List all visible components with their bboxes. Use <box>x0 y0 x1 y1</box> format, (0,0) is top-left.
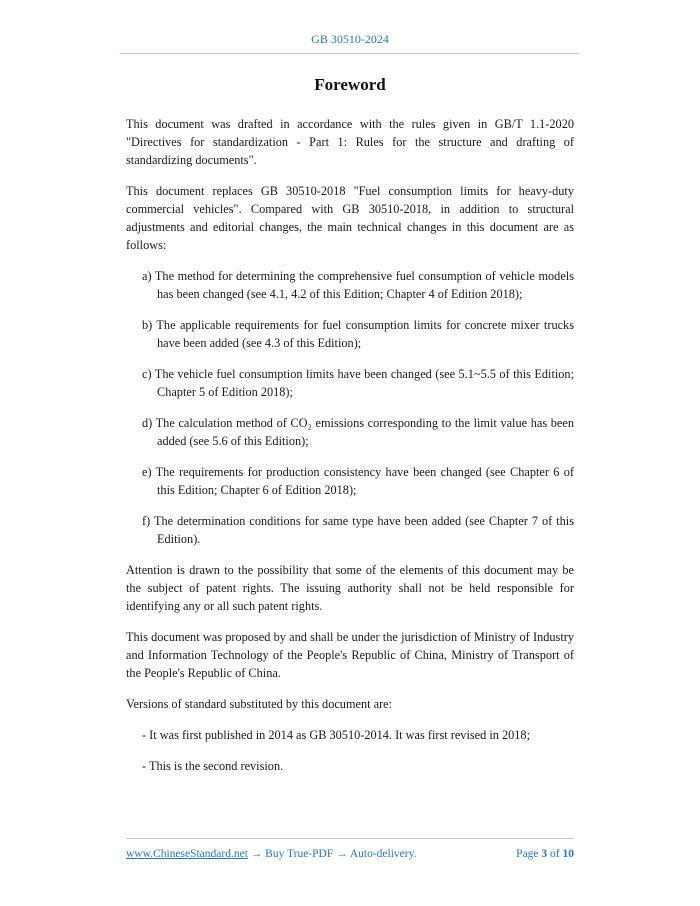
drafting-rules-paragraph: This document was drafted in accordance with the rules given in GB/T 1.1-2020 "Directives for standardization - Part 1: Rules for the structure and drafting of standardizing documents". <box>126 117 574 167</box>
page-total: 10 <box>562 848 574 860</box>
change-item: a) The method for determining the comprehensive fuel consumption of vehicle models has been changed (see 4.1, 4.2 of this Edition; Chapter 4 of Edition 2018); <box>142 269 574 301</box>
page-of: of <box>550 848 560 860</box>
version-item: - This is the second revision. <box>142 759 284 773</box>
footer-divider <box>126 838 574 839</box>
versions-intro-paragraph: Versions of standard substituted by this document are: <box>126 697 393 711</box>
footer-promo <box>126 848 416 860</box>
change-item: c) The vehicle fuel consumption limits have been changed (see 5.1~5.5 of this Edition; Chapter 5 of Edition 2018); <box>142 367 574 399</box>
page-title: Foreword <box>314 75 386 94</box>
page-label: Page <box>516 848 539 860</box>
change-item: e) The requirements for production consistency have been changed (see Chapter 6 of this Edition; Chapter 6 of Edition 2018); <box>142 465 574 497</box>
patent-notice-paragraph: Attention is drawn to the possibility that some of the elements of this document may be the subject of patent rights. The issuing authority shall not be held responsible for identifying any or all such patent rights. <box>126 563 574 613</box>
versions-list <box>126 726 574 775</box>
change-item: b) The applicable requirements for fuel consumption limits for concrete mixer trucks have been added (see 4.3 of this Edition); <box>142 318 574 350</box>
replacement-paragraph: This document replaces GB 30510-2018 "Fuel consumption limits for heavy-duty commercial vehicles". Compared with GB 30510-2018, in addition to structural adjustments and editorial changes, the main technical changes in this document are as follows: <box>126 184 574 252</box>
page-number <box>516 848 574 860</box>
version-item: - It was first published in 2014 as GB 30510-2014. It was first revised in 2018; <box>142 728 530 742</box>
page-header: GB 30510-2024 <box>311 32 389 46</box>
website-link[interactable]: www.ChineseStandard.net <box>126 848 248 860</box>
header-divider <box>120 53 580 54</box>
change-item: f) The determination conditions for same type have been added (see Chapter 7 of this Edition). <box>142 514 574 546</box>
footer-tagline: → Buy True-PDF → Auto-delivery. <box>247 848 417 860</box>
jurisdiction-paragraph: This document was proposed by and shall be under the jurisdiction of Ministry of Industry and Information Technology of the People's Republic of China, Ministry of Transport of the People's Republic of China. <box>126 630 574 680</box>
technical-changes-list <box>126 267 574 548</box>
change-item: d) The calculation method of CO₂ emissions corresponding to the limit value has been added (see 5.6 of this Edition); <box>142 416 574 448</box>
document-body <box>126 115 574 788</box>
page-current: 3 <box>541 848 548 860</box>
